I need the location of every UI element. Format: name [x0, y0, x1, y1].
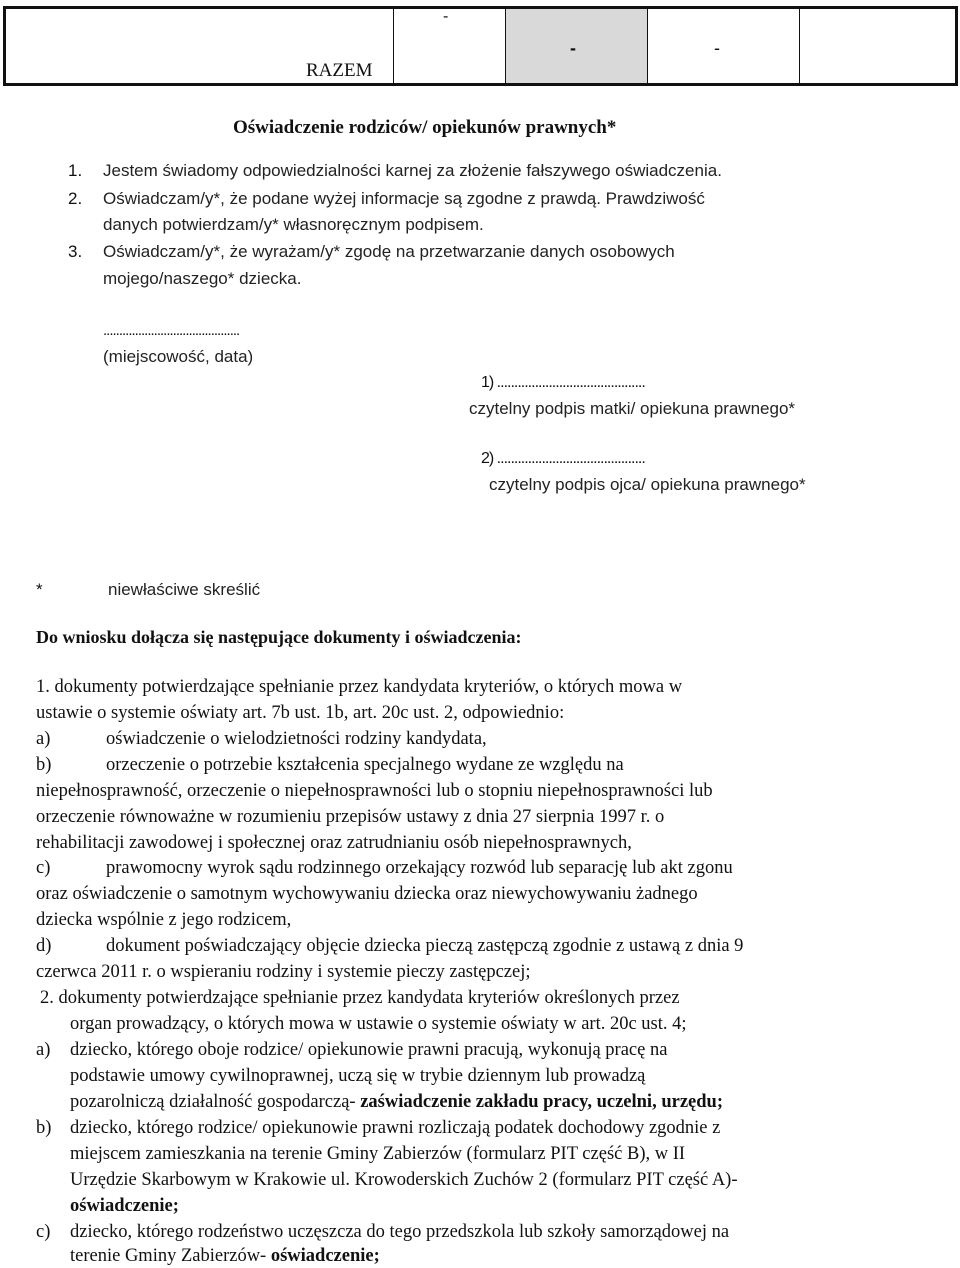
doc-line-bold: zaświadczenie zakładu pracy, uczelni, urzędu;	[360, 1092, 723, 1112]
doc-line: prawomocny wyrok sądu rodzinnego orzekający rozwód lub separację lub akt zgonu	[106, 858, 733, 878]
doc-line: czerwca 2011 r. o wspieraniu rodziny i systemie pieczy zastępczej;	[36, 962, 531, 982]
doc-line: Urzędzie Skarbowym w Krakowie ul. Krowoderskich Zuchów 2 (formularz PIT część A)-	[70, 1170, 738, 1190]
doc-line: miejscem zamieszkania na terenie Gminy Zabierzów (formularz PIT część B), w II	[70, 1144, 686, 1164]
declaration-item-2-num: 2.	[68, 189, 83, 208]
signature-2-label: czytelny podpis ojca/ opiekuna prawnego*	[489, 475, 806, 494]
doc-line: rehabilitacji zawodowej i społecznej oraz zatrudnianiu osób niepełnosprawnych,	[36, 833, 632, 853]
doc-marker: d)	[36, 936, 52, 956]
declaration-item-1-text: Jestem świadomy odpowiedzialności karnej za złożenie fałszywego oświadczenia.	[103, 161, 722, 180]
table-cell-1-value: -	[443, 8, 449, 25]
doc-marker: c)	[36, 1222, 51, 1242]
footnote-star: *	[36, 580, 43, 599]
doc-line-prefix	[70, 1246, 380, 1267]
doc-line-text: pozarolniczą działalność gospodarczą-	[70, 1092, 356, 1112]
summary-table	[3, 6, 958, 86]
place-date-dots: ...........................................	[103, 322, 240, 339]
doc-line-bold: oświadczenie;	[270, 1246, 380, 1266]
declaration-item-2-line-2: danych potwierdzam/y* własnoręcznym podpisem.	[103, 215, 484, 234]
doc-marker: a)	[36, 729, 51, 749]
doc-line-prefix	[70, 1092, 723, 1113]
doc-marker: b)	[36, 755, 52, 775]
doc-marker: a)	[36, 1040, 51, 1060]
doc-line: oświadczenie o wielodzietności rodziny kandydata,	[106, 729, 487, 749]
signature-1-label: czytelny podpis matki/ opiekuna prawnego*	[469, 399, 796, 418]
doc-line: dokument poświadczający objęcie dziecka pieczą zastępczą zgodnie z ustawą z dnia 9	[106, 936, 744, 956]
doc-line: oraz oświadczenie o samotnym wychowywaniu dziecka oraz niewychowywaniu żadnego	[36, 884, 698, 904]
doc-marker: c)	[36, 858, 51, 878]
table-cell-4	[799, 9, 955, 83]
doc-line: dziecko, którego oboje rodzice/ opiekunowie prawni pracują, wykonują pracę na	[70, 1040, 668, 1060]
declaration-item-3-line-1: Oświadczam/y*, że wyrażam/y* zgodę na przetwarzanie danych osobowych	[103, 242, 675, 261]
table-cell-2-value: -	[570, 38, 576, 58]
doc-line: podstawie umowy cywilnoprawnej, uczą się w trybie dziennym lub prowadzą	[70, 1066, 646, 1086]
doc-line: dziecko, którego rodzice/ opiekunowie prawni rozliczają podatek dochodowy zgodnie z	[70, 1118, 721, 1138]
table-cell-1	[393, 9, 505, 83]
declaration-title: Oświadczenie rodziców/ opiekunów prawnych*	[233, 117, 617, 138]
doc-line-text: terenie Gminy Zabierzów-	[70, 1246, 267, 1266]
table-cell-2	[505, 9, 647, 83]
doc-line: dziecko, którego rodzeństwo uczęszcza do tego przedszkola lub szkoły samorządowej na	[70, 1222, 730, 1242]
declaration-item-1-num: 1.	[68, 161, 83, 180]
declaration-item-3-num: 3.	[68, 242, 83, 261]
razem-label: RAZEM	[306, 60, 373, 81]
table-cell-3	[647, 9, 799, 83]
doc-line: dziecka wspólnie z jego rodzicem,	[36, 910, 292, 930]
table-cell-3-value: -	[714, 38, 720, 58]
doc-line: 2. dokumenty potwierdzające spełnianie przez kandydata kryteriów określonych przez	[40, 988, 680, 1008]
doc-line-bold: oświadczenie;	[70, 1196, 179, 1216]
declaration-item-3-line-2: mojego/naszego* dziecka.	[103, 269, 302, 288]
doc-marker: b)	[36, 1118, 52, 1138]
footnote-text: niewłaściwe skreślić	[108, 580, 261, 599]
documents-heading: Do wniosku dołącza się następujące dokumenty i oświadczenia:	[36, 627, 522, 647]
declaration-item-2-line-1: Oświadczam/y*, że podane wyżej informacje są zgodne z prawdą. Prawdziwość	[103, 189, 705, 208]
signature-2-dots: 2) ...........................................	[481, 450, 645, 467]
doc-line: 1. dokumenty potwierdzające spełnianie przez kandydata kryteriów, o których mowa w	[36, 677, 683, 697]
doc-line: ustawie o systemie oświaty art. 7b ust. 1b, art. 20c ust. 2, odpowiednio:	[36, 703, 565, 723]
signature-1-dots: 1) ...........................................	[481, 374, 645, 391]
doc-line: orzeczenie równoważne w rozumieniu przepisów ustawy z dnia 27 sierpnia 1997 r. o	[36, 807, 665, 827]
place-date-label: (miejscowość, data)	[103, 347, 254, 366]
doc-line: orzeczenie o potrzebie kształcenia specjalnego wydane ze względu na	[106, 755, 624, 775]
doc-line: niepełnosprawność, orzeczenie o niepełnosprawności lub o stopniu niepełnosprawności lub	[36, 781, 713, 801]
doc-line: organ prowadzący, o których mowa w ustawie o systemie oświaty w art. 20c ust. 4;	[70, 1014, 687, 1034]
